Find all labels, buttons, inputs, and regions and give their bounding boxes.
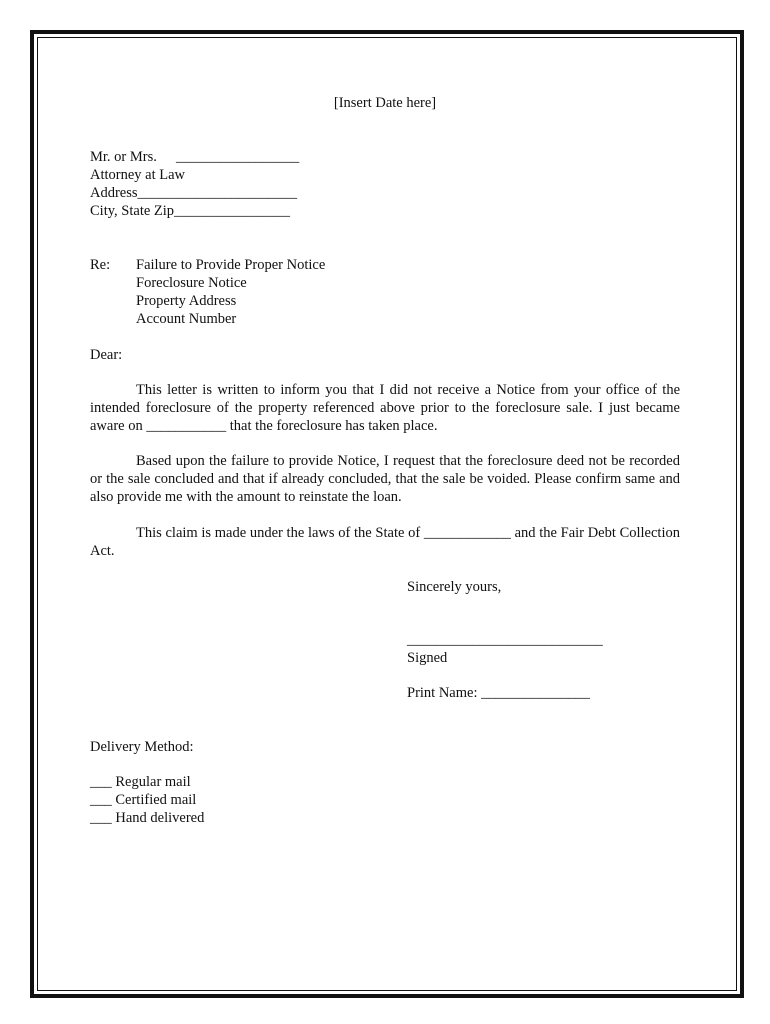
- recipient-city-state-zip: City, State Zip________________: [90, 203, 291, 219]
- body-paragraph-text: This letter is written to inform you that I did not receive a Notice from your office of the intended foreclosure of the property referenced above prior to the foreclosure sale. I just became aware on ___________ that the foreclosure has taken place.: [90, 382, 680, 434]
- body-paragraph: [90, 381, 680, 435]
- body-paragraph-text: This claim is made under the laws of the State of ____________ and the Fair Debt Collection Act.: [90, 525, 680, 559]
- re-line: Failure to Provide Proper Notice: [136, 257, 326, 273]
- body-paragraph: [90, 452, 680, 506]
- salutation: Dear:: [90, 347, 123, 363]
- delivery-option: ___ Hand delivered: [90, 810, 205, 826]
- date-placeholder: [Insert Date here]: [333, 95, 437, 111]
- re-line: Foreclosure Notice: [136, 275, 247, 291]
- signature-line: ___________________________: [407, 632, 603, 648]
- re-label: Re:: [90, 257, 111, 273]
- delivery-method-heading: Delivery Method:: [90, 739, 194, 755]
- recipient-name-label: Mr. or Mrs.: [90, 149, 157, 165]
- print-name-line: Print Name: _______________: [407, 685, 590, 701]
- body-paragraph: [90, 524, 680, 560]
- re-line: Account Number: [136, 311, 237, 327]
- signed-label: Signed: [407, 650, 448, 666]
- closing: Sincerely yours,: [407, 579, 502, 595]
- body-paragraph-text: Based upon the failure to provide Notice, I request that the foreclosure deed not be recorded or the sale concluded and that if already concluded, that the sale be voided. Please confirm same and also provide me with the amount to reinstate the loan.: [90, 453, 680, 505]
- delivery-option: ___ Regular mail: [90, 774, 191, 790]
- delivery-option: ___ Certified mail: [90, 792, 197, 808]
- recipient-address: Address______________________: [90, 185, 298, 201]
- re-line: Property Address: [136, 293, 237, 309]
- recipient-name-blank: _________________: [176, 149, 300, 165]
- recipient-title: Attorney at Law: [90, 167, 186, 183]
